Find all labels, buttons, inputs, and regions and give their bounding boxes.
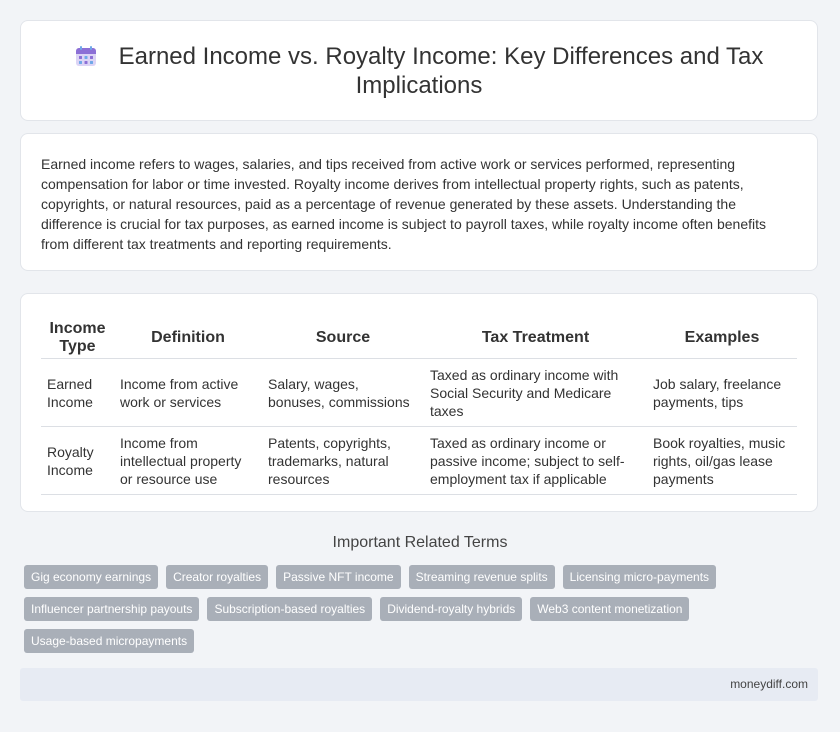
related-terms-title: Important Related Terms bbox=[332, 534, 508, 551]
related-term-tag[interactable]: Dividend-royalty hybrids bbox=[380, 597, 522, 621]
related-term-tag[interactable]: Passive NFT income bbox=[276, 565, 400, 589]
cell-source: Patents, copyrights, trademarks, natural resources bbox=[262, 427, 424, 495]
cell-definition: Income from active work or services bbox=[114, 359, 262, 427]
cell-source: Salary, wages, bonuses, commissions bbox=[262, 359, 424, 427]
page-title: Earned Income vs. Royalty Income: Key Differences and Tax Implications bbox=[118, 42, 764, 99]
page-title-wrap bbox=[61, 42, 777, 100]
header-examples: Examples bbox=[647, 314, 797, 359]
related-term-tag[interactable]: Influencer partnership payouts bbox=[24, 597, 199, 621]
related-terms-tags bbox=[24, 565, 824, 661]
footer-site-link[interactable]: moneydiff.com bbox=[730, 677, 808, 691]
header-source: Source bbox=[262, 314, 424, 359]
calendar-icon bbox=[75, 45, 97, 67]
comparison-table-card bbox=[20, 293, 818, 512]
intro-text: Earned income refers to wages, salaries, and tips received from active work or services performed, representing compensation for labor or time invested. Royalty income derives from intellectual property rights, such as patents, copyrights, or natural resources, paid as a percentage of revenue generated by these assets. Understanding the difference is crucial for tax purposes, as earned income is subject to payroll taxes, while royalty income often benefits from different tax treatments and reporting requirements. bbox=[41, 156, 766, 252]
cell-examples: Job salary, freelance payments, tips bbox=[647, 359, 797, 427]
cell-income-type: Royalty Income bbox=[41, 427, 114, 495]
footer bbox=[20, 668, 818, 701]
cell-examples: Book royalties, music rights, oil/gas lease payments bbox=[647, 427, 797, 495]
table-row bbox=[41, 359, 797, 427]
title-card bbox=[20, 20, 818, 121]
related-term-tag[interactable]: Streaming revenue splits bbox=[409, 565, 555, 589]
related-term-tag[interactable]: Web3 content monetization bbox=[530, 597, 689, 621]
related-term-tag[interactable]: Licensing micro-payments bbox=[563, 565, 716, 589]
header-income-type: Income Type bbox=[41, 314, 114, 359]
related-term-tag[interactable]: Creator royalties bbox=[166, 565, 268, 589]
related-term-tag[interactable]: Usage-based micropayments bbox=[24, 629, 194, 653]
related-term-tag[interactable]: Subscription-based royalties bbox=[207, 597, 372, 621]
table-header-row bbox=[41, 314, 797, 359]
cell-income-type: Earned Income bbox=[41, 359, 114, 427]
cell-tax-treatment: Taxed as ordinary income or passive income; subject to self-employment tax if applicable bbox=[424, 427, 647, 495]
related-term-tag[interactable]: Gig economy earnings bbox=[24, 565, 158, 589]
cell-definition: Income from intellectual property or resource use bbox=[114, 427, 262, 495]
header-definition: Definition bbox=[114, 314, 262, 359]
comparison-table bbox=[41, 314, 797, 495]
header-tax-treatment: Tax Treatment bbox=[424, 314, 647, 359]
cell-tax-treatment: Taxed as ordinary income with Social Security and Medicare taxes bbox=[424, 359, 647, 427]
table-row bbox=[41, 427, 797, 495]
intro-card bbox=[20, 133, 818, 271]
